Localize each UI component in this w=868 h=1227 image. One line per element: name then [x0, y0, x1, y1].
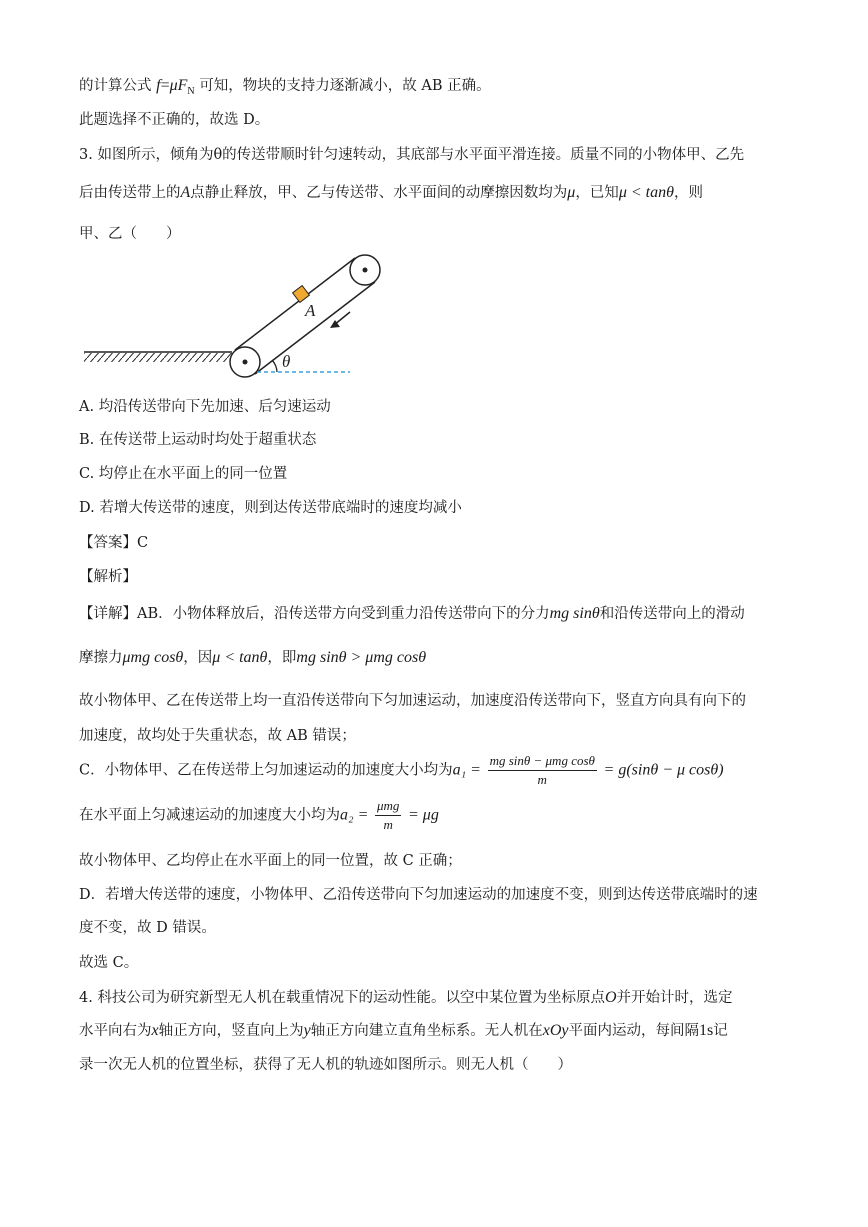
- q4-stem-line-3: 录一次无人机的位置坐标，获得了无人机的轨迹如图所示。则无人机（ ）: [79, 1057, 572, 1073]
- q3-stem-line-1: 3. 如图所示，倾角为θ的传送带顺时针匀速转动，其底部与水平面平滑连接。质量不同的小物体甲、乙先: [79, 147, 745, 163]
- conveyor-belt-diagram: [80, 254, 400, 379]
- q3-option-a: A. 均沿传送带向下先加速、后匀速运动: [79, 399, 331, 415]
- detail-line-9: 度不变，故 D 错误。: [79, 920, 216, 936]
- top-pulley: [350, 255, 380, 285]
- detail-line-2: 摩擦力μmg cosθ，因μ < tanθ，即mg sinθ > μmg cosθ: [79, 649, 427, 666]
- detail-line-3: 故小物体甲、乙在传送带上均一直沿传送带向下匀加速运动，加速度沿传送带向下，竖直方向具有向下的: [79, 693, 746, 709]
- prev-line-2: 此题选择不正确的，故选 D。: [79, 112, 270, 128]
- q3-option-d: D. 若增大传送带的速度，则到达传送带底端时的速度均减小: [79, 500, 462, 516]
- q3-analysis-heading: 【解析】: [79, 569, 137, 585]
- angle-arc: [272, 360, 277, 372]
- ground-surface: [84, 352, 232, 362]
- fraction-a2: $\frac{\text{μmg}}{m}$: [376, 798, 400, 832]
- detail-line-1: 【详解】AB．小物体释放后，沿传送带方向受到重力沿传送带向下的分力mg sinθ和沿传送带向上的滑动: [79, 605, 745, 622]
- block-at-A: [293, 286, 310, 303]
- detail-line-7: 故小物体甲、乙均停止在水平面上的同一位置，故 C 正确；: [79, 853, 462, 869]
- belt-top-edge: [235, 258, 355, 350]
- q3-stem-line-2: 后由传送带上的A点静止释放，甲、乙与传送带、水平面间的动摩擦因数均为μ，已知μ < tanθ，则: [79, 184, 703, 201]
- prev-line-1: 的计算公式 $f=\mu F_N$ 可知，物块的支持力逐渐减小，故 AB 正确。: [79, 77, 491, 98]
- point-A-label: A: [305, 301, 316, 320]
- q3-stem-line-3: 甲、乙（ ）: [79, 226, 181, 242]
- q3-option-b: B. 在传送带上运动时均处于超重状态: [79, 432, 317, 448]
- q4-stem-line-1: 4. 科技公司为研究新型无人机在载重情况下的运动性能。以空中某位置为坐标原点O并开始计时，选定: [79, 989, 733, 1006]
- q3-option-c: C. 均停止在水平面上的同一位置: [79, 466, 288, 482]
- detail-line-horizontal: 在水平面上匀减速运动的加速度大小均为a₂ = $\frac{\text{μmg}}{m}$ = μg: [79, 798, 439, 832]
- conveyor-belt-svg: [80, 254, 400, 379]
- detail-line-8: D．若增大传送带的速度，小物体甲、乙沿传送带向下匀加速运动的加速度不变，则到达传送带底端时的速: [79, 887, 758, 903]
- q4-stem-line-2: 水平向右为x轴正方向，竖直向上为y轴正方向建立直角坐标系。无人机在xOy平面内运动，每间隔1s记: [79, 1022, 728, 1039]
- detail-line-4: 加速度，故均处于失重状态，故 AB 错误；: [79, 728, 356, 744]
- fraction-a1: $\frac{\text{mg sinθ − μmg cosθ}}{m}$: [489, 753, 595, 787]
- angle-theta-label: θ: [282, 352, 291, 371]
- q3-answer: 【答案】C: [79, 535, 149, 551]
- detail-line-c: C．小物体甲、乙在传送带上匀加速运动的加速度大小均为a₁ = $\frac{\text{mg sinθ − μmg cosθ}}{m}$ = g(sinθ − μ cosθ): [79, 753, 724, 787]
- detail-line-10: 故选 C。: [79, 955, 139, 971]
- bottom-pulley: [230, 347, 260, 377]
